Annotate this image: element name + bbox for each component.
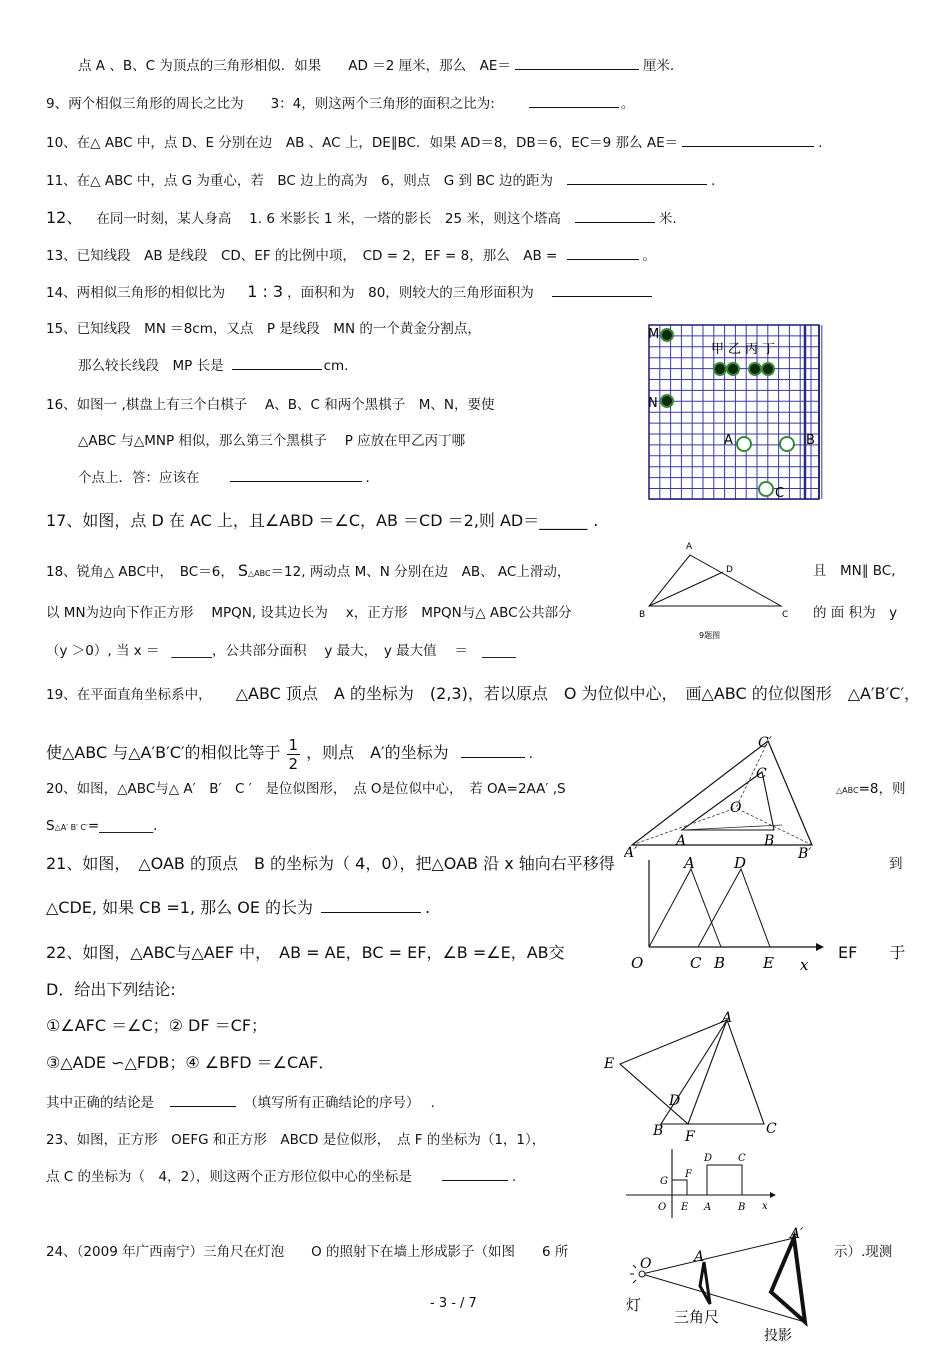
question-16-line1: 16、如图一 ,棋盘上有三个白棋子 A、B、C 和两个黑棋子 M、N，要使	[46, 397, 495, 413]
label-b: B	[806, 433, 815, 448]
spot-jia	[714, 363, 726, 375]
answer-blank[interactable]	[461, 743, 525, 758]
label-a: A	[694, 1249, 705, 1265]
label-shadow: 投影	[764, 1328, 792, 1344]
chessboard-figure	[646, 322, 826, 502]
white-piece-b	[780, 437, 794, 451]
answer-blank[interactable]	[567, 170, 707, 185]
white-piece-c	[759, 482, 773, 496]
label-d: D	[669, 1093, 681, 1109]
question-23-line1: 23、如图，正方形 OEFG 和正方形 ABCD 是位似形， 点 F 的坐标为（1，1），	[46, 1132, 546, 1148]
label-n: N	[648, 396, 658, 411]
triangle-abc	[649, 555, 781, 606]
answer-blank[interactable]	[170, 1092, 236, 1107]
q8-tail: 点 A 、B、C 为顶点的三角形相似．如果 AD ＝2 厘米，那么 AE＝ 厘米.	[78, 55, 674, 76]
question-24-line1: 24、（2009 年广西南宁）三角尺在灯泡 O 的照射下在墙上形成影子（如图 6 所	[46, 1244, 569, 1260]
label-a: A	[676, 833, 687, 849]
figure-24	[620, 1222, 820, 1344]
label-d: D	[704, 1153, 713, 1164]
figure-21	[626, 852, 826, 980]
x-axis-arrow	[816, 943, 824, 951]
answer-blank[interactable]	[529, 93, 619, 108]
question-22-line5: 其中正确的结论是 （填写所有正确结论的序号） .	[46, 1092, 435, 1113]
label-o: O	[730, 800, 742, 816]
light-ray-top	[642, 1238, 794, 1274]
answer-blank[interactable]	[230, 467, 362, 482]
label-lamp: 灯	[626, 1296, 642, 1314]
ray-lines	[632, 741, 812, 845]
label-d: D	[734, 854, 747, 872]
question-16-line3: 个点上．答：应该在 .	[78, 467, 370, 488]
question-14: 14、两相似三角形的相似比为 1 : 3 ，面积和为 80，则较大的三角形面积为	[46, 282, 652, 303]
question-18-line3: （y ＞0）, 当 x ＝ ______，公共部分面积 y 最大， y 最大值 ＝ _____	[46, 643, 516, 659]
question-10: 10、在△ ABC 中，点 D、E 分别在边 AB 、AC 上，DE∥BC．如果 AD＝8，DB＝6，EC＝9 那么 AE＝ .	[46, 132, 822, 153]
question-24-right: 示）.现测	[834, 1244, 893, 1260]
label-c: C	[738, 1153, 746, 1164]
label-c: C	[756, 766, 767, 782]
question-20-line1: 20、如图，△ABC与△ A′ B′ C ′ 是位似图形， 点 O是位似中心， 若 OA=2AA′ ,S	[46, 781, 566, 797]
answer-blank[interactable]	[515, 55, 639, 70]
answer-blank[interactable]	[442, 1166, 508, 1181]
question-18-line2: 以 MN为边向下作正方形 MPQN, 设其边长为 x，正方形 MPQN与△ ABC公共部分	[46, 605, 572, 621]
label-b1: B′	[798, 846, 812, 860]
page-footer: - 3 - / 7	[430, 1296, 477, 1311]
label-a1: A′	[790, 1226, 804, 1242]
answer-blank[interactable]	[575, 208, 655, 223]
label-g: G	[660, 1176, 668, 1187]
question-21-line1: 21、如图， △OAB 的顶点 B 的坐标为（ 4，0），把△OAB 沿 x 轴向右平移得	[46, 854, 615, 873]
white-piece-a	[737, 437, 751, 451]
question-18-line1: 18、锐角△ ABC中， BC＝6， S△ABC＝12, 两动点 M、N 分别在边 AB、 AC上滑动，	[46, 561, 571, 580]
question-18-right2: 的 面 积为 y	[813, 605, 898, 621]
label-x: x	[800, 956, 809, 974]
question-21-line2: △CDE, 如果 CB =1, 那么 OE 的长为 .	[46, 898, 431, 917]
question-15-line1: 15、已知线段 MN ＝8cm，又点 P 是线段 MN 的一个黄金分割点，	[46, 321, 481, 337]
label-a1: A′	[624, 845, 638, 860]
answer-blank[interactable]	[552, 282, 652, 297]
black-piece-n	[661, 395, 673, 407]
figure-18	[636, 538, 796, 648]
label-a: A	[722, 1010, 733, 1026]
question-17: 17、如图，点 D 在 AC 上，且∠ABD ＝∠C，AB ＝CD ＝2,则 AD＝______ .	[46, 511, 599, 530]
square-abcd	[707, 1165, 742, 1195]
figure-23	[622, 1145, 782, 1227]
fraction: $\frac{1}{2}$	[288, 735, 299, 773]
question-20-right: △ABC=8，则	[836, 781, 906, 797]
label-m: M	[648, 327, 660, 342]
question-12: 12、 在同一时刻，某人身高 1. 6 米影长 1 米，一塔的影长 25 米，则这个塔高 米.	[46, 208, 677, 227]
label-e: E	[604, 1056, 615, 1072]
triangle-a1b1c1	[632, 741, 812, 845]
spot-bing	[749, 363, 761, 375]
question-18-right1: 且 MN∥ BC,	[813, 563, 896, 579]
label-b: B	[764, 833, 775, 849]
question-23-line2: 点 C 的坐标为（ 4，2），则这两个正方形位似中心的坐标是 .	[46, 1166, 516, 1187]
spot-ding	[762, 363, 774, 375]
segment-bd	[649, 572, 723, 606]
triangle-ruler	[700, 1262, 710, 1304]
question-16-line2: △ABC 与△MNP 相似，那么第三个黑棋子 P 应放在甲乙丙丁哪	[78, 433, 466, 449]
triangle-cde	[698, 869, 770, 947]
figure-22	[600, 1008, 790, 1148]
question-19-line2: 使△ABC 与△A′B′C′的相似比等于 $\frac{1}{2}$ ，则点 A′的坐标为 .	[46, 735, 533, 773]
label-o: O	[631, 954, 644, 972]
question-9: 9、两个相似三角形的周长之比为 3：4，则这两个三角形的面积之比为: 。	[46, 93, 634, 114]
question-22-line3: ①∠AFC ＝∠C；② DF ＝CF；	[46, 1016, 268, 1035]
label-o: O	[640, 1256, 652, 1272]
label-d: D	[726, 565, 733, 575]
question-11: 11、在△ ABC 中，点 G 为重心，若 BC 边上的高为 6，则点 G 到 BC 边的距为 .	[46, 170, 715, 191]
label-b: B	[714, 954, 726, 972]
question-22-right: EF 于	[838, 943, 906, 962]
label-c1: C′	[758, 735, 772, 751]
question-13: 13、已知线段 AB 是线段 CD、EF 的比例中项， CD = 2，EF = 8，那么 AB = 。	[46, 245, 656, 266]
answer-blank[interactable]	[321, 898, 421, 913]
label-b: B	[738, 1202, 746, 1213]
label-c: C	[782, 610, 789, 620]
triangle-oab	[649, 869, 721, 947]
x-axis-arrow	[770, 1192, 776, 1198]
question-15-line2: 那么较长线段 MP 长是 cm.	[78, 355, 348, 376]
figure-20	[624, 730, 824, 860]
question-20-line2: S△A′ B′ C′=________.	[46, 818, 158, 834]
label-b: B	[639, 610, 646, 620]
question-21-right: 到	[889, 856, 903, 872]
inner-line	[682, 825, 782, 830]
question-19-line1: 19、在平面直角坐标系中， △ABC 顶点 A 的坐标为 (2,3)，若以原点 O 为位似中心， 画△ABC 的位似图形 △A′B′C′，	[46, 684, 921, 703]
label-a: A	[684, 854, 695, 872]
question-22-line2: D．给出下列结论:	[46, 980, 176, 999]
position-labels: 甲乙丙丁	[711, 342, 780, 357]
black-piece-m	[661, 329, 673, 341]
label-c: C	[766, 1121, 777, 1137]
label-a: A	[686, 542, 693, 552]
square-oefg	[672, 1180, 687, 1195]
spot-yi	[727, 363, 739, 375]
label-a: A	[704, 1202, 712, 1213]
label-a: A	[724, 433, 733, 448]
label-e: E	[681, 1202, 689, 1213]
answer-blank[interactable]	[232, 355, 322, 370]
question-22-line4: ③△ADE ∽△FDB；④ ∠BFD ＝∠CAF．	[46, 1053, 335, 1072]
label-c: C	[775, 486, 785, 501]
label-f: F	[685, 1169, 692, 1180]
label-x: x	[762, 1201, 768, 1212]
figure-caption: 9题图	[699, 631, 721, 640]
question-22-line1: 22、如图，△ABC与△AEF 中， AB = AE，BC = EF，∠B =∠E，AB交	[46, 943, 565, 962]
label-o: O	[658, 1202, 667, 1213]
label-ruler: 三角尺	[674, 1308, 720, 1326]
answer-blank[interactable]	[682, 132, 814, 147]
label-e: E	[763, 954, 774, 972]
triangle-shadow	[771, 1238, 805, 1322]
label-b: B	[653, 1123, 664, 1139]
label-c: C	[690, 954, 702, 972]
label-f: F	[685, 1129, 695, 1145]
answer-blank[interactable]	[567, 245, 639, 260]
